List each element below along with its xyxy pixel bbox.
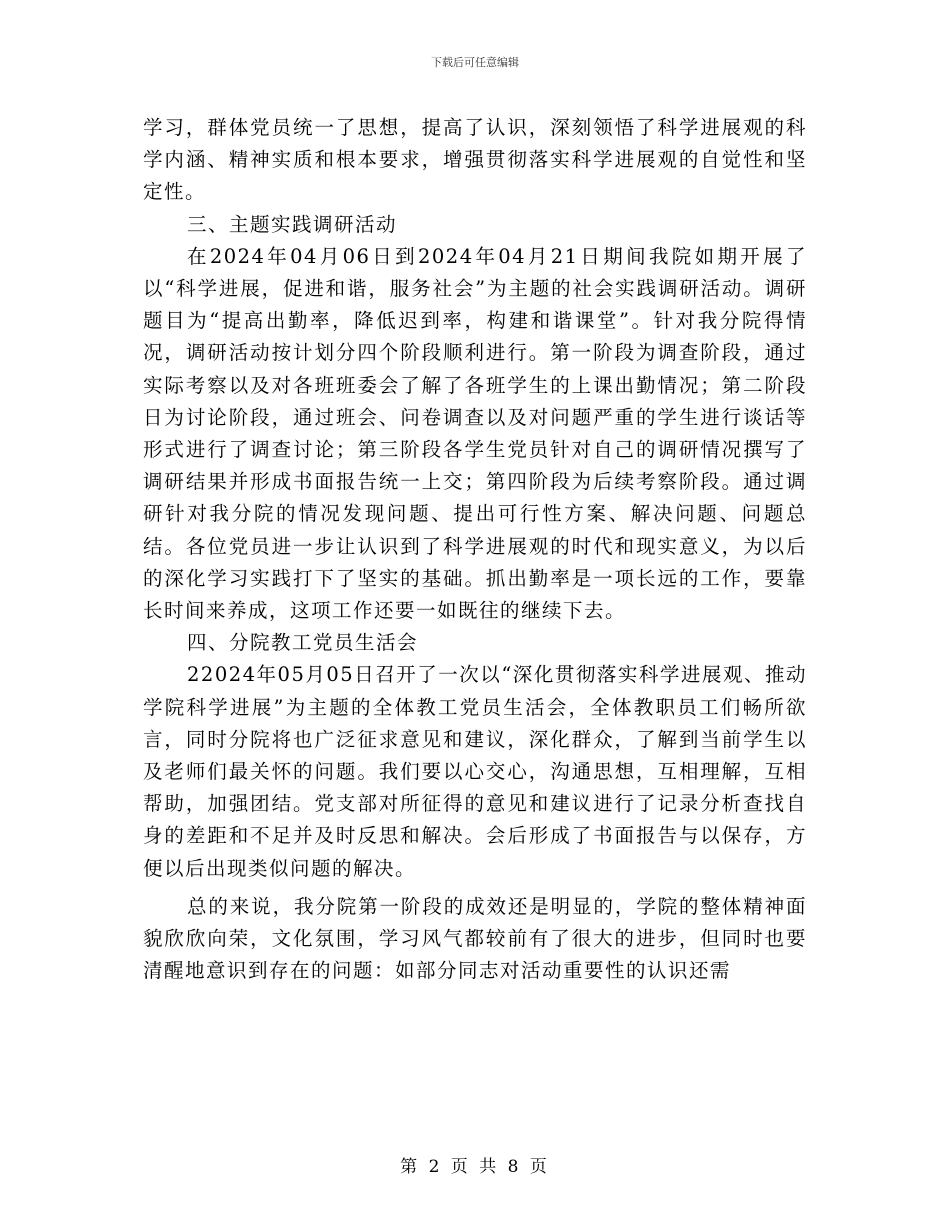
section-heading-4: 四、分院教工党员生活会 bbox=[187, 631, 419, 655]
paragraph-staff-meeting: 22024年05月05日召开了一次以“深化贯彻落实科学进展观、推动学院科学进展”为主题的全体教工党员生活会，全体教职员工们畅所欲言，同时分院将也广泛征求意见和建议，深化群众，了解到当前学生以及老师们最关怀的问题。我们要以心交心，沟通思想，互相理解，互相帮助，加强团结。党支部对所征得的意见和建议进行了记录分析查找自身的差距和不足并及时反思和解决。会后形成了书面报告与以保存，方便以后出现类似问题的解决。 bbox=[143, 663, 807, 880]
page-header: 下载后可任意编辑 bbox=[431, 56, 519, 69]
paragraph-summary: 总的来说，我分院第一阶段的成效还是明显的，学院的整体精神面貌欣欣向荣，文化氛围，学习风气都较前有了很大的进步，但同时也要清醒地意识到存在的问题：如部分同志对活动重要性的认识还需 bbox=[143, 894, 807, 983]
paragraph-survey-activity: 在2024年04月06日到2024年04月21日期间我院如期开展了以“科学进展，促进和谐，服务社会”为主题的社会实践调研活动。调研题目为“提高出勤率，降低迟到率，构建和谐课堂”。针对我分院得情况，调研活动按计划分四个阶段顺利进行。第一阶段为调查阶段，通过实际考察以及对各班班委会了解了各班学生的上课出勤情况；第二阶段日为讨论阶段，通过班会、问卷调查以及对问题严重的学生进行谈话等形式进行了调查讨论；第三阶段各学生党员针对自己的调研情况撰写了调研结果并形成书面报告统一上交；第四阶段为后续考察阶段。通过调研针对我分院的情况发现问题、提出可行性方案、解决问题、问题总结。各位党员进一步让认识到了科学进展观的时代和现实意义，为以后的深化学习实践打下了坚实的基础。抓出勤率是一项长远的工作，要靠长时间来养成，这项工作还要一如既往的继续下去。 bbox=[143, 244, 807, 623]
section-heading-3: 三、主题实践调研活动 bbox=[187, 212, 398, 236]
paragraph-continuation: 学习，群体党员统一了思想，提高了认识，深刻领悟了科学进展观的科学内涵、精神实质和根本要求，增强贯彻落实科学进展观的自觉性和坚定性。 bbox=[143, 116, 807, 204]
document-body bbox=[143, 112, 807, 987]
page-number: 第 2 页 共 8 页 bbox=[400, 1157, 550, 1177]
